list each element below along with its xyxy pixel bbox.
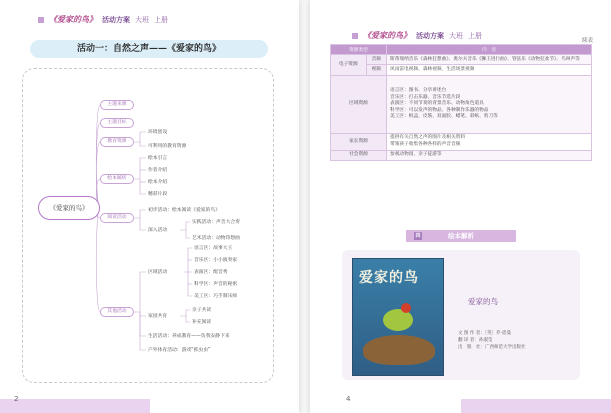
table-cell-type: 家长资源 bbox=[331, 133, 387, 150]
leaf-outdoor-activity: 户外体育活动：游戏“抓虫虫” bbox=[148, 348, 211, 353]
section-number-icon: 四 bbox=[415, 233, 421, 239]
header-term: 上册 bbox=[154, 15, 168, 24]
table-cell-type: 社会资源 bbox=[331, 150, 387, 160]
leaf-life-activity: 生活活动：养成教育——负我安静下来 bbox=[148, 334, 230, 339]
table-header-content: 内 容 bbox=[387, 45, 592, 55]
table-cell-type: 电子资源 bbox=[331, 55, 367, 76]
book-translator: 翻 译 者：孙淑莹 bbox=[458, 338, 493, 343]
footer-bar bbox=[0, 399, 150, 413]
book-meta bbox=[458, 330, 526, 351]
header-series-title: 活动方案 bbox=[102, 15, 130, 24]
page-number: 4 bbox=[346, 395, 351, 403]
cover-title: 爱家的鸟 bbox=[359, 270, 419, 286]
header-grade: 大班 bbox=[449, 31, 463, 40]
leaf-resources: 可利用的教育资源 bbox=[148, 144, 187, 149]
category-reading: 阅读活动 bbox=[100, 213, 134, 223]
leaf-deep-activity: 深入活动 bbox=[148, 228, 168, 233]
leaf-author: 作者介绍 bbox=[148, 168, 168, 173]
leaf-highlights: 精彩片段 bbox=[148, 192, 168, 197]
header-series-title: 活动方案 bbox=[416, 31, 444, 40]
header-term: 上册 bbox=[468, 31, 482, 40]
leaf-area-sub-5: 美工区：巧手制乐师 bbox=[194, 294, 238, 299]
book-title: 爱家的鸟 bbox=[468, 297, 498, 306]
header-grade: 大班 bbox=[135, 15, 149, 24]
table-row bbox=[331, 55, 592, 65]
table-cell-content: 提供有关自然之声的图片及相关资料 带领孩子收集各种各样的声音音频 bbox=[387, 133, 592, 150]
table-cell-content: 风雨雷电视频、森林视频、生活场景视频 bbox=[387, 65, 592, 75]
category-topic-goal: 主题目标 bbox=[100, 118, 134, 128]
table-cell-type: 区域资源 bbox=[331, 75, 387, 133]
nest-illustration bbox=[363, 335, 435, 365]
page-header bbox=[352, 30, 482, 41]
leaf-area-sub-2: 音乐区：小小演奏家 bbox=[194, 258, 238, 263]
leaf-area-sub-3: 表演区：配音秀 bbox=[194, 270, 228, 275]
leaf-home-sub-1: 亲子共读 bbox=[192, 308, 212, 313]
table-cell-sub: 音频 bbox=[366, 55, 386, 65]
leaf-initial-activity: 初步活动：绘本阅读《爱家的鸟》 bbox=[148, 208, 220, 213]
leaf-home-sub-2: 补充阅读 bbox=[192, 320, 212, 325]
page-number: 2 bbox=[14, 395, 19, 403]
header-logo: 《爱家的鸟》 bbox=[49, 14, 97, 24]
category-other: 其他活动 bbox=[100, 307, 134, 317]
footer-bar bbox=[461, 399, 611, 413]
leaf-area-sub-1: 语言区：故事大王 bbox=[194, 246, 233, 251]
leaf-home-coop: 家园共育 bbox=[148, 314, 168, 319]
table-cell-content: 参观动物园、亲子徒游等 bbox=[387, 150, 592, 160]
category-topic-source: 主题来源 bbox=[100, 100, 134, 110]
bird-illustration bbox=[401, 303, 411, 313]
leaf-deep-sub-2: 艺术活动：动物印想曲 bbox=[192, 236, 240, 241]
category-picture-book: 绘本解析 bbox=[100, 174, 134, 184]
category-edu-resources: 教育资源 bbox=[100, 137, 134, 147]
table-cell-content: 语言区：图书、分享讲述台 音乐区：打击乐器、音乐节选片段 表演区：不同节奏的背景音乐、动物角色道具 科学区：可以发声的物品、各种制作乐器的物品 美工区：纸盒、皮筋、双面胶、蜡笔、彩纸、剪刀等 bbox=[387, 75, 592, 133]
book-publisher: 出 版 社：广西师范大学出版社 bbox=[458, 345, 526, 350]
header-square-icon bbox=[352, 33, 358, 39]
table-row bbox=[331, 65, 592, 75]
header-logo: 《爱家的鸟》 bbox=[363, 30, 411, 40]
continued-label: 续表 bbox=[581, 38, 593, 44]
leaf-area-sub-4: 科学区：声音的秘密 bbox=[194, 282, 238, 287]
activity-title: 活动一：自然之声——《爱家的鸟》 bbox=[30, 40, 268, 58]
resource-table bbox=[330, 44, 592, 161]
table-cell-content: 斯蒂瑞纳音乐《森林狂想曲》、奥尔夫音乐《狮王进行曲》、管弦乐《动物狂欢节》、鸟叫声等 bbox=[387, 55, 592, 65]
leaf-deep-sub-1: 实践活动：声音大合奏 bbox=[192, 220, 240, 225]
book-card bbox=[342, 250, 580, 380]
table-row bbox=[331, 133, 592, 150]
leaf-intro: 绘本引言 bbox=[148, 156, 168, 161]
book-cover-image bbox=[352, 258, 444, 376]
table-header-type: 资源类型 bbox=[331, 45, 387, 55]
leaf-book-intro: 绘本介绍 bbox=[148, 180, 168, 185]
left-page bbox=[0, 0, 299, 413]
section-header bbox=[406, 230, 516, 242]
book-author: 文 图 作 者：［英］乔·恩曼 bbox=[458, 331, 511, 336]
table-cell-sub: 视频 bbox=[366, 65, 386, 75]
table-row bbox=[331, 75, 592, 133]
section-title: 绘本解析 bbox=[448, 232, 474, 240]
leaf-area-activity: 区域活动 bbox=[148, 270, 168, 275]
mindmap-center-node: 《爱家的鸟》 bbox=[38, 196, 100, 220]
table-row bbox=[331, 150, 592, 160]
leaf-environment: 环境创设 bbox=[148, 130, 168, 135]
right-page bbox=[310, 0, 611, 413]
